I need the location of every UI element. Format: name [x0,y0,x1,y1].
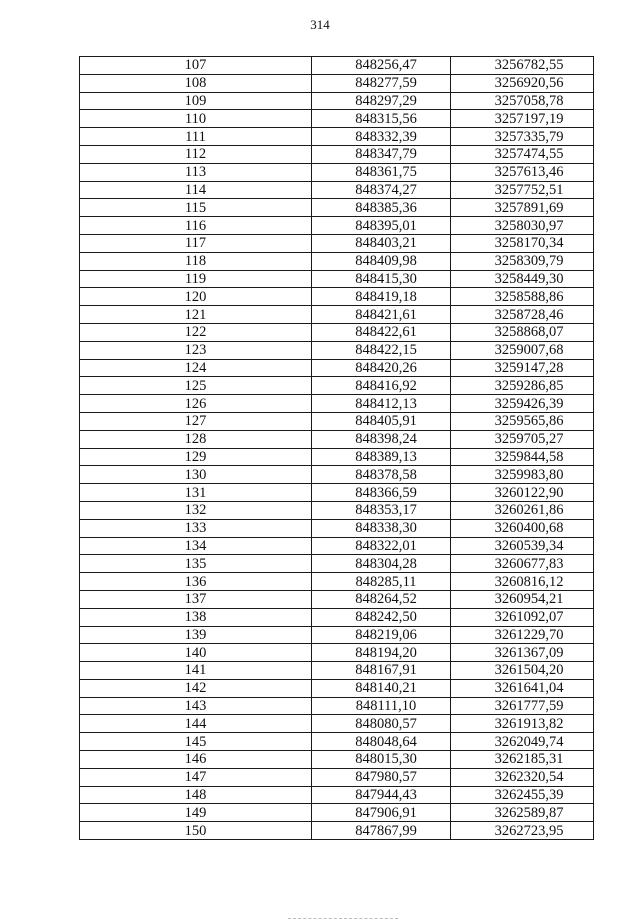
y-coordinate-cell: 3259147,28 [451,359,594,377]
point-number-cell: 135 [80,555,312,573]
coordinates-table-body [80,57,594,840]
x-coordinate-cell: 848277,59 [312,74,451,92]
table-row [80,448,594,466]
y-coordinate-cell: 3257752,51 [451,181,594,199]
x-coordinate-cell: 848338,30 [312,519,451,537]
table-row [80,519,594,537]
table-row [80,323,594,341]
table-row [80,573,594,591]
table-row [80,484,594,502]
point-number-cell: 140 [80,644,312,662]
table-row [80,626,594,644]
y-coordinate-cell: 3260122,90 [451,484,594,502]
table-row [80,501,594,519]
y-coordinate-cell: 3261367,09 [451,644,594,662]
x-coordinate-cell: 848416,92 [312,377,451,395]
y-coordinate-cell: 3258728,46 [451,306,594,324]
table-row [80,786,594,804]
y-coordinate-cell: 3260261,86 [451,501,594,519]
y-coordinate-cell: 3260539,34 [451,537,594,555]
point-number-cell: 107 [80,57,312,75]
table-row [80,288,594,306]
y-coordinate-cell: 3258309,79 [451,252,594,270]
y-coordinate-cell: 3258588,86 [451,288,594,306]
y-coordinate-cell: 3259286,85 [451,377,594,395]
y-coordinate-cell: 3258868,07 [451,323,594,341]
point-number-cell: 146 [80,751,312,769]
table-row [80,537,594,555]
y-coordinate-cell: 3258449,30 [451,270,594,288]
table-row [80,804,594,822]
point-number-cell: 138 [80,608,312,626]
point-number-cell: 144 [80,715,312,733]
y-coordinate-cell: 3257474,55 [451,145,594,163]
point-number-cell: 129 [80,448,312,466]
x-coordinate-cell: 848297,29 [312,92,451,110]
x-coordinate-cell: 848332,39 [312,128,451,146]
table-row [80,768,594,786]
x-coordinate-cell: 848353,17 [312,501,451,519]
point-number-cell: 127 [80,412,312,430]
point-number-cell: 148 [80,786,312,804]
y-coordinate-cell: 3260677,83 [451,555,594,573]
x-coordinate-cell: 848403,21 [312,234,451,252]
page-number: 314 [310,17,330,32]
point-number-cell: 124 [80,359,312,377]
table-row [80,590,594,608]
point-number-cell: 149 [80,804,312,822]
table-row [80,234,594,252]
table-row [80,751,594,769]
y-coordinate-cell: 3261641,04 [451,679,594,697]
table-row [80,270,594,288]
point-number-cell: 128 [80,430,312,448]
point-number-cell: 150 [80,822,312,840]
table-row [80,644,594,662]
y-coordinate-cell: 3259007,68 [451,341,594,359]
table-row [80,412,594,430]
x-coordinate-cell: 848167,91 [312,662,451,680]
table-row [80,92,594,110]
y-coordinate-cell: 3259844,58 [451,448,594,466]
x-coordinate-cell: 848412,13 [312,395,451,413]
point-number-cell: 136 [80,573,312,591]
x-coordinate-cell: 848405,91 [312,412,451,430]
x-coordinate-cell: 848398,24 [312,430,451,448]
x-coordinate-cell: 847906,91 [312,804,451,822]
x-coordinate-cell: 848242,50 [312,608,451,626]
y-coordinate-cell: 3257058,78 [451,92,594,110]
y-coordinate-cell: 3260816,12 [451,573,594,591]
x-coordinate-cell: 848285,11 [312,573,451,591]
table-row [80,181,594,199]
table-row [80,662,594,680]
point-number-cell: 137 [80,590,312,608]
point-number-cell: 121 [80,306,312,324]
point-number-cell: 145 [80,733,312,751]
table-row [80,341,594,359]
x-coordinate-cell: 848409,98 [312,252,451,270]
table-row [80,57,594,75]
y-coordinate-cell: 3261229,70 [451,626,594,644]
y-coordinate-cell: 3257613,46 [451,163,594,181]
table-row [80,163,594,181]
table-row [80,359,594,377]
x-coordinate-cell: 848419,18 [312,288,451,306]
point-number-cell: 132 [80,501,312,519]
table-row [80,199,594,217]
y-coordinate-cell: 3262185,31 [451,751,594,769]
y-coordinate-cell: 3261913,82 [451,715,594,733]
y-coordinate-cell: 3257335,79 [451,128,594,146]
x-coordinate-cell: 848347,79 [312,145,451,163]
point-number-cell: 141 [80,662,312,680]
y-coordinate-cell: 3262723,95 [451,822,594,840]
x-coordinate-cell: 848366,59 [312,484,451,502]
x-coordinate-cell: 848415,30 [312,270,451,288]
y-coordinate-cell: 3261777,59 [451,697,594,715]
y-coordinate-cell: 3262455,39 [451,786,594,804]
table-row [80,74,594,92]
point-number-cell: 108 [80,74,312,92]
point-number-cell: 122 [80,323,312,341]
y-coordinate-cell: 3258170,34 [451,234,594,252]
y-coordinate-cell: 3259426,39 [451,395,594,413]
table-row [80,466,594,484]
x-coordinate-cell: 848389,13 [312,448,451,466]
y-coordinate-cell: 3262320,54 [451,768,594,786]
table-row [80,697,594,715]
footer-divider [288,918,398,919]
point-number-cell: 133 [80,519,312,537]
x-coordinate-cell: 848421,61 [312,306,451,324]
x-coordinate-cell: 848361,75 [312,163,451,181]
point-number-cell: 125 [80,377,312,395]
y-coordinate-cell: 3258030,97 [451,217,594,235]
y-coordinate-cell: 3262049,74 [451,733,594,751]
y-coordinate-cell: 3256782,55 [451,57,594,75]
point-number-cell: 116 [80,217,312,235]
x-coordinate-cell: 848048,64 [312,733,451,751]
table-row [80,110,594,128]
y-coordinate-cell: 3257891,69 [451,199,594,217]
point-number-cell: 134 [80,537,312,555]
point-number-cell: 109 [80,92,312,110]
x-coordinate-cell: 848256,47 [312,57,451,75]
y-coordinate-cell: 3260954,21 [451,590,594,608]
x-coordinate-cell: 847944,43 [312,786,451,804]
point-number-cell: 111 [80,128,312,146]
x-coordinate-cell: 848315,56 [312,110,451,128]
y-coordinate-cell: 3259983,80 [451,466,594,484]
y-coordinate-cell: 3259565,86 [451,412,594,430]
table-row [80,608,594,626]
table-row [80,555,594,573]
table-row [80,395,594,413]
point-number-cell: 126 [80,395,312,413]
x-coordinate-cell: 848378,58 [312,466,451,484]
table-row [80,128,594,146]
x-coordinate-cell: 848140,21 [312,679,451,697]
point-number-cell: 131 [80,484,312,502]
point-number-cell: 115 [80,199,312,217]
x-coordinate-cell: 848080,57 [312,715,451,733]
x-coordinate-cell: 847867,99 [312,822,451,840]
x-coordinate-cell: 848304,28 [312,555,451,573]
point-number-cell: 117 [80,234,312,252]
point-number-cell: 123 [80,341,312,359]
x-coordinate-cell: 848322,01 [312,537,451,555]
coordinates-table [79,56,594,840]
x-coordinate-cell: 848395,01 [312,217,451,235]
y-coordinate-cell: 3261092,07 [451,608,594,626]
table-row [80,715,594,733]
table-row [80,679,594,697]
table-row [80,217,594,235]
table-row [80,145,594,163]
point-number-cell: 118 [80,252,312,270]
x-coordinate-cell: 848385,36 [312,199,451,217]
y-coordinate-cell: 3262589,87 [451,804,594,822]
x-coordinate-cell: 847980,57 [312,768,451,786]
x-coordinate-cell: 848264,52 [312,590,451,608]
point-number-cell: 119 [80,270,312,288]
point-number-cell: 110 [80,110,312,128]
x-coordinate-cell: 848219,06 [312,626,451,644]
x-coordinate-cell: 848015,30 [312,751,451,769]
point-number-cell: 139 [80,626,312,644]
y-coordinate-cell: 3259705,27 [451,430,594,448]
table-row [80,252,594,270]
table-row [80,822,594,840]
table-row [80,377,594,395]
y-coordinate-cell: 3257197,19 [451,110,594,128]
point-number-cell: 142 [80,679,312,697]
table-row [80,306,594,324]
y-coordinate-cell: 3261504,20 [451,662,594,680]
point-number-cell: 113 [80,163,312,181]
x-coordinate-cell: 848420,26 [312,359,451,377]
x-coordinate-cell: 848111,10 [312,697,451,715]
y-coordinate-cell: 3256920,56 [451,74,594,92]
x-coordinate-cell: 848422,61 [312,323,451,341]
point-number-cell: 114 [80,181,312,199]
point-number-cell: 112 [80,145,312,163]
x-coordinate-cell: 848422,15 [312,341,451,359]
point-number-cell: 143 [80,697,312,715]
point-number-cell: 130 [80,466,312,484]
table-row [80,430,594,448]
point-number-cell: 147 [80,768,312,786]
table-row [80,733,594,751]
x-coordinate-cell: 848194,20 [312,644,451,662]
point-number-cell: 120 [80,288,312,306]
x-coordinate-cell: 848374,27 [312,181,451,199]
y-coordinate-cell: 3260400,68 [451,519,594,537]
